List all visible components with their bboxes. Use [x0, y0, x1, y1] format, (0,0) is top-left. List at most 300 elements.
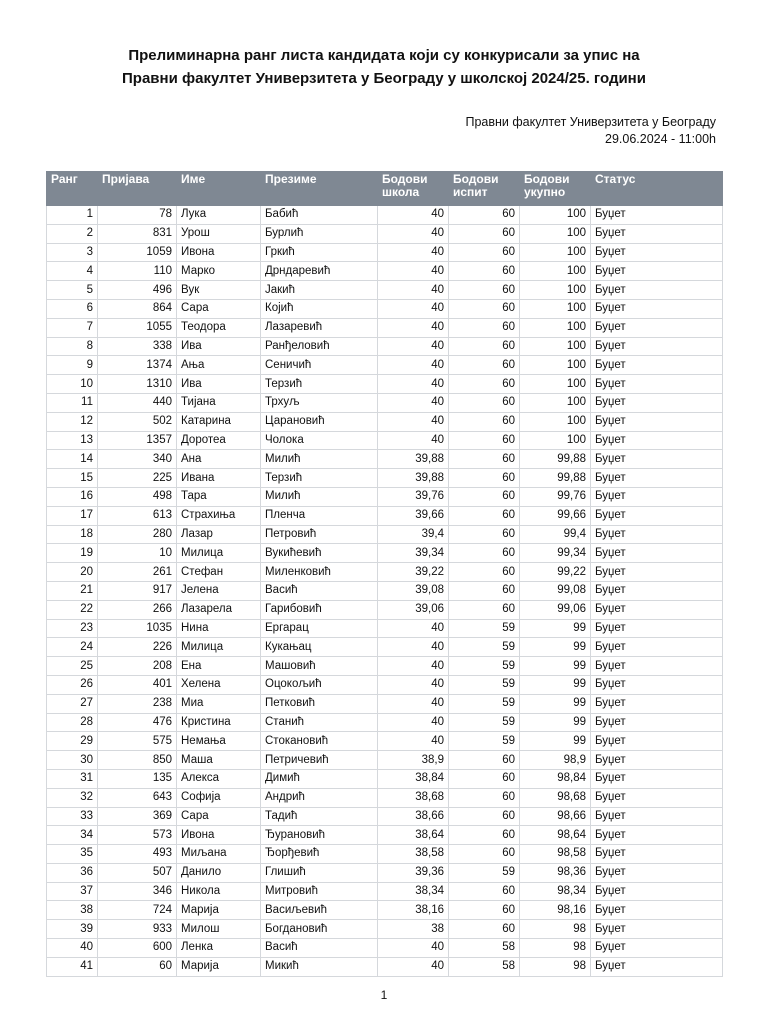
exam-points-cell: 60: [449, 769, 520, 788]
school-points-cell: 39,22: [378, 563, 449, 582]
exam-points-cell: 59: [449, 732, 520, 751]
total-points-cell: 100: [520, 356, 591, 375]
exam-points-cell: 60: [449, 337, 520, 356]
status-cell: Буџет: [591, 431, 723, 450]
first-name-cell: Вук: [177, 281, 261, 300]
last-name-cell: Ранђеловић: [261, 337, 378, 356]
rank-cell: 35: [47, 845, 98, 864]
first-name-cell: Теодора: [177, 318, 261, 337]
last-name-cell: Бабић: [261, 206, 378, 225]
first-name-cell: Јелена: [177, 581, 261, 600]
school-points-cell: 40: [378, 619, 449, 638]
status-cell: Буџет: [591, 318, 723, 337]
institution-name: Правни факултет Универзитета у Београду: [465, 115, 716, 129]
status-cell: Буџет: [591, 600, 723, 619]
exam-points-cell: 59: [449, 657, 520, 676]
header-first-name: Име: [177, 172, 261, 206]
rank-cell: 41: [47, 957, 98, 976]
table-header-row: [47, 172, 723, 206]
table-row: [47, 675, 723, 694]
first-name-cell: Ања: [177, 356, 261, 375]
total-points-cell: 100: [520, 299, 591, 318]
rank-cell: 17: [47, 506, 98, 525]
total-points-cell: 99,76: [520, 487, 591, 506]
total-points-cell: 99: [520, 675, 591, 694]
rank-cell: 2: [47, 224, 98, 243]
total-points-cell: 100: [520, 412, 591, 431]
last-name-cell: Гарибовић: [261, 600, 378, 619]
status-cell: Буџет: [591, 544, 723, 563]
application-cell: 226: [98, 638, 177, 657]
title-line-1: Прелиминарна ранг листа кандидата који су конкурисали за упис на: [128, 47, 640, 64]
total-points-cell: 98,66: [520, 807, 591, 826]
exam-points-cell: 60: [449, 581, 520, 600]
table-row: [47, 318, 723, 337]
last-name-cell: Оцокољић: [261, 675, 378, 694]
table-row: [47, 657, 723, 676]
first-name-cell: Лазарела: [177, 600, 261, 619]
school-points-cell: 40: [378, 337, 449, 356]
status-cell: Буџет: [591, 807, 723, 826]
header-school-points: Бодови школа: [378, 172, 449, 206]
total-points-cell: 98,16: [520, 901, 591, 920]
status-cell: Буџет: [591, 732, 723, 751]
status-cell: Буџет: [591, 826, 723, 845]
first-name-cell: Лука: [177, 206, 261, 225]
status-cell: Буџет: [591, 713, 723, 732]
last-name-cell: Димић: [261, 769, 378, 788]
application-cell: 573: [98, 826, 177, 845]
document-title: [0, 44, 768, 90]
table-row: [47, 826, 723, 845]
first-name-cell: Маша: [177, 751, 261, 770]
rank-cell: 6: [47, 299, 98, 318]
table-row: [47, 957, 723, 976]
application-cell: 502: [98, 412, 177, 431]
rank-cell: 23: [47, 619, 98, 638]
publish-datetime: 29.06.2024 - 11:00h: [605, 132, 716, 146]
header-rank: Ранг: [47, 172, 98, 206]
last-name-cell: Којић: [261, 299, 378, 318]
status-cell: Буџет: [591, 675, 723, 694]
rank-cell: 18: [47, 525, 98, 544]
total-points-cell: 100: [520, 281, 591, 300]
first-name-cell: Катарина: [177, 412, 261, 431]
last-name-cell: Васић: [261, 939, 378, 958]
status-cell: Буџет: [591, 450, 723, 469]
last-name-cell: Терзић: [261, 469, 378, 488]
total-points-cell: 100: [520, 393, 591, 412]
table-row: [47, 882, 723, 901]
table-row: [47, 431, 723, 450]
application-cell: 266: [98, 600, 177, 619]
last-name-cell: Глишић: [261, 863, 378, 882]
table-row: [47, 243, 723, 262]
rank-cell: 11: [47, 393, 98, 412]
status-cell: Буџет: [591, 882, 723, 901]
status-cell: Буџет: [591, 525, 723, 544]
status-cell: Буџет: [591, 563, 723, 582]
school-points-cell: 38,34: [378, 882, 449, 901]
status-cell: Буџет: [591, 487, 723, 506]
table-row: [47, 487, 723, 506]
header-exam-points: Бодови испит: [449, 172, 520, 206]
total-points-cell: 98: [520, 957, 591, 976]
exam-points-cell: 60: [449, 431, 520, 450]
school-points-cell: 40: [378, 262, 449, 281]
table-row: [47, 393, 723, 412]
first-name-cell: Ана: [177, 450, 261, 469]
rank-cell: 13: [47, 431, 98, 450]
application-cell: 346: [98, 882, 177, 901]
last-name-cell: Стокановић: [261, 732, 378, 751]
header-application: Пријава: [98, 172, 177, 206]
page-number: 1: [380, 988, 388, 1002]
status-cell: Буџет: [591, 506, 723, 525]
rank-cell: 7: [47, 318, 98, 337]
rank-cell: 31: [47, 769, 98, 788]
header-status: Статус: [591, 172, 723, 206]
school-points-cell: 40: [378, 412, 449, 431]
exam-points-cell: 60: [449, 412, 520, 431]
first-name-cell: Хелена: [177, 675, 261, 694]
first-name-cell: Никола: [177, 882, 261, 901]
school-points-cell: 40: [378, 243, 449, 262]
total-points-cell: 99: [520, 694, 591, 713]
total-points-cell: 99: [520, 732, 591, 751]
total-points-cell: 98,34: [520, 882, 591, 901]
school-points-cell: 39,66: [378, 506, 449, 525]
rank-cell: 28: [47, 713, 98, 732]
total-points-cell: 99,22: [520, 563, 591, 582]
first-name-cell: Нина: [177, 619, 261, 638]
school-points-cell: 40: [378, 318, 449, 337]
first-name-cell: Ленка: [177, 939, 261, 958]
table-row: [47, 469, 723, 488]
exam-points-cell: 60: [449, 487, 520, 506]
total-points-cell: 98,64: [520, 826, 591, 845]
first-name-cell: Ива: [177, 337, 261, 356]
last-name-cell: Петричевић: [261, 751, 378, 770]
ranking-table: [46, 171, 723, 977]
status-cell: Буџет: [591, 619, 723, 638]
application-cell: 850: [98, 751, 177, 770]
status-cell: Буџет: [591, 957, 723, 976]
school-points-cell: 40: [378, 393, 449, 412]
application-cell: 496: [98, 281, 177, 300]
status-cell: Буџет: [591, 375, 723, 394]
first-name-cell: Ива: [177, 375, 261, 394]
school-points-cell: 40: [378, 694, 449, 713]
rank-cell: 5: [47, 281, 98, 300]
total-points-cell: 99,06: [520, 600, 591, 619]
table-row: [47, 713, 723, 732]
total-points-cell: 98: [520, 920, 591, 939]
first-name-cell: Ивона: [177, 243, 261, 262]
table-row: [47, 807, 723, 826]
application-cell: 238: [98, 694, 177, 713]
exam-points-cell: 59: [449, 675, 520, 694]
last-name-cell: Ђорђевић: [261, 845, 378, 864]
rank-cell: 8: [47, 337, 98, 356]
school-points-cell: 40: [378, 224, 449, 243]
first-name-cell: Миа: [177, 694, 261, 713]
last-name-cell: Петковић: [261, 694, 378, 713]
table-row: [47, 281, 723, 300]
first-name-cell: Сара: [177, 807, 261, 826]
exam-points-cell: 59: [449, 863, 520, 882]
table-row: [47, 694, 723, 713]
total-points-cell: 99,4: [520, 525, 591, 544]
application-cell: 600: [98, 939, 177, 958]
school-points-cell: 40: [378, 299, 449, 318]
application-cell: 78: [98, 206, 177, 225]
status-cell: Буџет: [591, 751, 723, 770]
school-points-cell: 38,64: [378, 826, 449, 845]
table-row: [47, 619, 723, 638]
exam-points-cell: 60: [449, 281, 520, 300]
status-cell: Буџет: [591, 845, 723, 864]
application-cell: 831: [98, 224, 177, 243]
total-points-cell: 98: [520, 939, 591, 958]
table-row: [47, 901, 723, 920]
total-points-cell: 99,08: [520, 581, 591, 600]
application-cell: 1310: [98, 375, 177, 394]
application-cell: 1059: [98, 243, 177, 262]
total-points-cell: 99: [520, 713, 591, 732]
rank-cell: 12: [47, 412, 98, 431]
total-points-cell: 99,88: [520, 450, 591, 469]
application-cell: 261: [98, 563, 177, 582]
table-row: [47, 375, 723, 394]
table-row: [47, 939, 723, 958]
exam-points-cell: 60: [449, 224, 520, 243]
rank-cell: 4: [47, 262, 98, 281]
exam-points-cell: 60: [449, 751, 520, 770]
first-name-cell: Марија: [177, 957, 261, 976]
status-cell: Буџет: [591, 299, 723, 318]
exam-points-cell: 60: [449, 356, 520, 375]
first-name-cell: Доротеа: [177, 431, 261, 450]
table-row: [47, 450, 723, 469]
exam-points-cell: 60: [449, 920, 520, 939]
status-cell: Буџет: [591, 356, 723, 375]
institution-block: [465, 114, 716, 148]
last-name-cell: Гркић: [261, 243, 378, 262]
title-line-2: Правни факултет Универзитета у Београду у школској 2024/25. години: [122, 70, 646, 87]
rank-cell: 32: [47, 788, 98, 807]
total-points-cell: 99,34: [520, 544, 591, 563]
last-name-cell: Станић: [261, 713, 378, 732]
table-row: [47, 788, 723, 807]
application-cell: 933: [98, 920, 177, 939]
exam-points-cell: 60: [449, 845, 520, 864]
exam-points-cell: 60: [449, 243, 520, 262]
exam-points-cell: 60: [449, 262, 520, 281]
last-name-cell: Терзић: [261, 375, 378, 394]
application-cell: 1055: [98, 318, 177, 337]
status-cell: Буџет: [591, 262, 723, 281]
total-points-cell: 100: [520, 224, 591, 243]
exam-points-cell: 60: [449, 393, 520, 412]
total-points-cell: 99: [520, 619, 591, 638]
application-cell: 476: [98, 713, 177, 732]
first-name-cell: Милица: [177, 544, 261, 563]
application-cell: 338: [98, 337, 177, 356]
table-row: [47, 600, 723, 619]
rank-cell: 27: [47, 694, 98, 713]
application-cell: 280: [98, 525, 177, 544]
application-cell: 208: [98, 657, 177, 676]
table-row: [47, 751, 723, 770]
rank-cell: 19: [47, 544, 98, 563]
status-cell: Буџет: [591, 657, 723, 676]
total-points-cell: 98,9: [520, 751, 591, 770]
status-cell: Буџет: [591, 638, 723, 657]
application-cell: 401: [98, 675, 177, 694]
first-name-cell: Стефан: [177, 563, 261, 582]
first-name-cell: Сара: [177, 299, 261, 318]
exam-points-cell: 60: [449, 525, 520, 544]
rank-cell: 21: [47, 581, 98, 600]
rank-cell: 36: [47, 863, 98, 882]
table-row: [47, 337, 723, 356]
table-row: [47, 262, 723, 281]
rank-cell: 34: [47, 826, 98, 845]
exam-points-cell: 58: [449, 957, 520, 976]
exam-points-cell: 60: [449, 544, 520, 563]
last-name-cell: Тадић: [261, 807, 378, 826]
table-row: [47, 863, 723, 882]
total-points-cell: 100: [520, 337, 591, 356]
first-name-cell: Немања: [177, 732, 261, 751]
school-points-cell: 39,08: [378, 581, 449, 600]
last-name-cell: Бурлић: [261, 224, 378, 243]
school-points-cell: 39,88: [378, 450, 449, 469]
total-points-cell: 100: [520, 262, 591, 281]
school-points-cell: 40: [378, 713, 449, 732]
school-points-cell: 39,88: [378, 469, 449, 488]
total-points-cell: 100: [520, 318, 591, 337]
application-cell: 724: [98, 901, 177, 920]
application-cell: 643: [98, 788, 177, 807]
exam-points-cell: 60: [449, 563, 520, 582]
rank-cell: 16: [47, 487, 98, 506]
rank-cell: 9: [47, 356, 98, 375]
school-points-cell: 38,16: [378, 901, 449, 920]
application-cell: 225: [98, 469, 177, 488]
application-cell: 493: [98, 845, 177, 864]
total-points-cell: 100: [520, 375, 591, 394]
rank-cell: 15: [47, 469, 98, 488]
last-name-cell: Ергарац: [261, 619, 378, 638]
last-name-cell: Царановић: [261, 412, 378, 431]
status-cell: Буџет: [591, 469, 723, 488]
last-name-cell: Микић: [261, 957, 378, 976]
total-points-cell: 100: [520, 243, 591, 262]
school-points-cell: 39,06: [378, 600, 449, 619]
exam-points-cell: 60: [449, 206, 520, 225]
last-name-cell: Лазаревић: [261, 318, 378, 337]
total-points-cell: 99,66: [520, 506, 591, 525]
first-name-cell: Тијана: [177, 393, 261, 412]
status-cell: Буџет: [591, 243, 723, 262]
rank-cell: 26: [47, 675, 98, 694]
status-cell: Буџет: [591, 863, 723, 882]
rank-cell: 20: [47, 563, 98, 582]
last-name-cell: Дрндаревић: [261, 262, 378, 281]
school-points-cell: 38,66: [378, 807, 449, 826]
status-cell: Буџет: [591, 788, 723, 807]
school-points-cell: 39,76: [378, 487, 449, 506]
first-name-cell: Страхиња: [177, 506, 261, 525]
last-name-cell: Јакић: [261, 281, 378, 300]
application-cell: 369: [98, 807, 177, 826]
rank-cell: 10: [47, 375, 98, 394]
first-name-cell: Ивона: [177, 826, 261, 845]
last-name-cell: Васић: [261, 581, 378, 600]
last-name-cell: Богдановић: [261, 920, 378, 939]
last-name-cell: Пленча: [261, 506, 378, 525]
last-name-cell: Вукићевић: [261, 544, 378, 563]
table-row: [47, 581, 723, 600]
table-row: [47, 563, 723, 582]
rank-cell: 3: [47, 243, 98, 262]
last-name-cell: Сеничић: [261, 356, 378, 375]
first-name-cell: Софија: [177, 788, 261, 807]
exam-points-cell: 60: [449, 450, 520, 469]
school-points-cell: 38,68: [378, 788, 449, 807]
last-name-cell: Машовић: [261, 657, 378, 676]
last-name-cell: Милић: [261, 450, 378, 469]
application-cell: 1357: [98, 431, 177, 450]
school-points-cell: 40: [378, 431, 449, 450]
first-name-cell: Тара: [177, 487, 261, 506]
school-points-cell: 39,4: [378, 525, 449, 544]
first-name-cell: Марија: [177, 901, 261, 920]
total-points-cell: 99,88: [520, 469, 591, 488]
exam-points-cell: 59: [449, 713, 520, 732]
table-row: [47, 920, 723, 939]
table-row: [47, 206, 723, 225]
exam-points-cell: 60: [449, 506, 520, 525]
application-cell: 440: [98, 393, 177, 412]
application-cell: 1374: [98, 356, 177, 375]
last-name-cell: Миленковић: [261, 563, 378, 582]
total-points-cell: 98,84: [520, 769, 591, 788]
table-body: [47, 206, 723, 977]
school-points-cell: 39,36: [378, 863, 449, 882]
school-points-cell: 40: [378, 356, 449, 375]
rank-cell: 30: [47, 751, 98, 770]
first-name-cell: Алекса: [177, 769, 261, 788]
first-name-cell: Миљана: [177, 845, 261, 864]
school-points-cell: 38: [378, 920, 449, 939]
application-cell: 613: [98, 506, 177, 525]
exam-points-cell: 59: [449, 694, 520, 713]
rank-cell: 22: [47, 600, 98, 619]
school-points-cell: 40: [378, 281, 449, 300]
status-cell: Буџет: [591, 694, 723, 713]
school-points-cell: 38,9: [378, 751, 449, 770]
application-cell: 507: [98, 863, 177, 882]
last-name-cell: Васиљевић: [261, 901, 378, 920]
application-cell: 10: [98, 544, 177, 563]
status-cell: Буџет: [591, 337, 723, 356]
total-points-cell: 98,36: [520, 863, 591, 882]
first-name-cell: Урош: [177, 224, 261, 243]
rank-cell: 37: [47, 882, 98, 901]
